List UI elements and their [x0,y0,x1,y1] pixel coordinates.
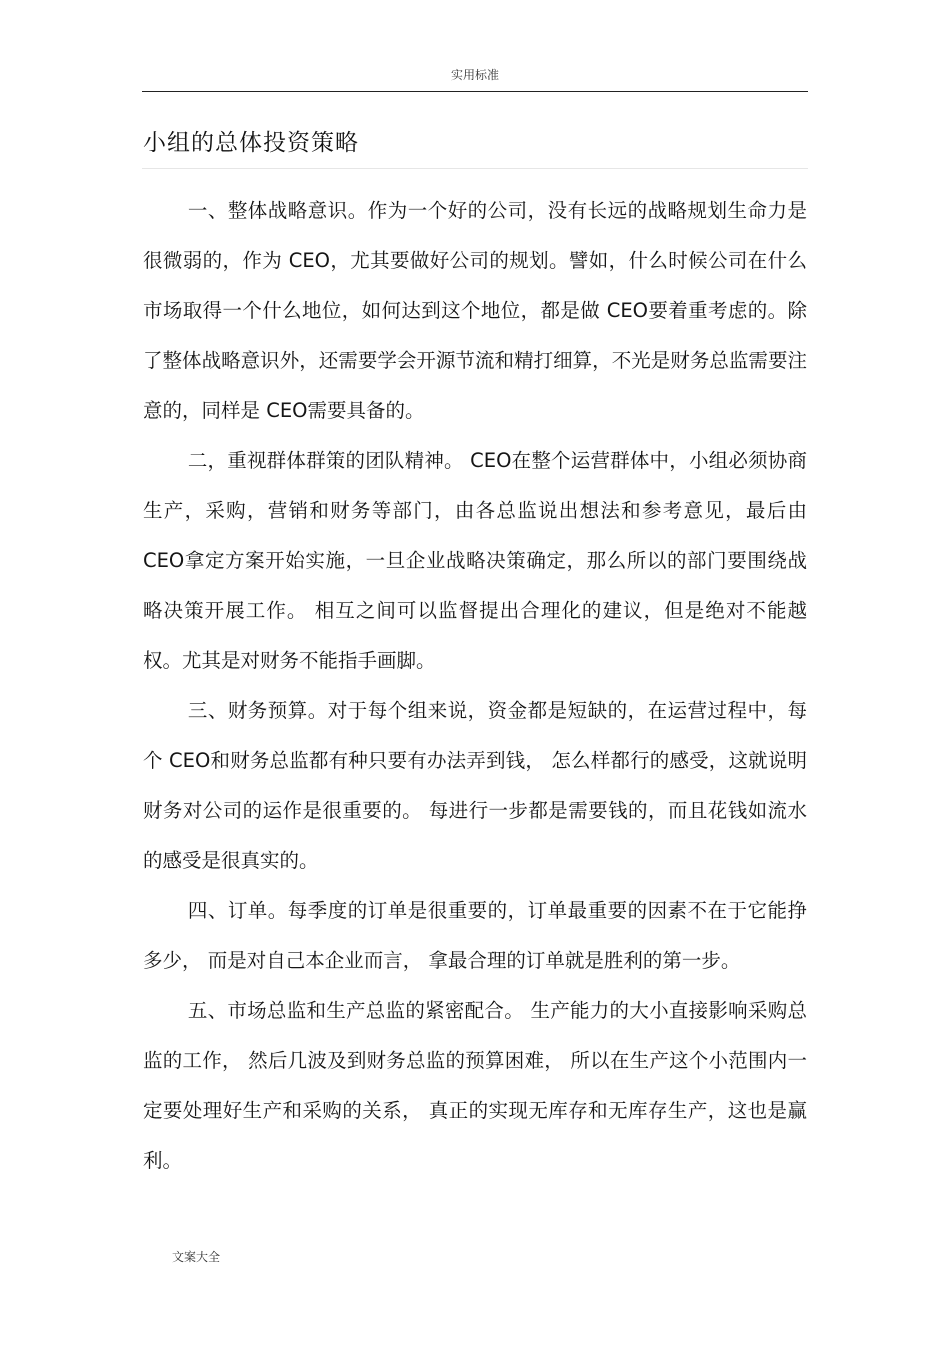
paragraph-teamwork: 二，重视群体群策的团队精神。 CEO在整个运营群体中，小组必须协商生产，采购，营销和财务等部门，由各总监说出想法和参考意见，最后由 CEO拿定方案开始实施，一旦企业战略决策确定，那么所以的部门要围绕战略决策开展工作。 相互之间可以监督提出合理化的建议，但是绝对不能越权。尤其是对财务不能指手画脚。 [143,449,807,672]
page-footer: 文案大全 [172,1250,221,1264]
page-header: 实用标准 [450,68,499,82]
document-title: 小组的总体投资策略 [143,130,359,156]
paragraph-strategy: 一、整体战略意识。作为一个好的公司，没有长远的战略规划生命力是很微弱的，作为 CEO，尤其要做好公司的规划。譬如，什么时候公司在什么市场取得一个什么地位，如何达到这个地位，都是做 CEO要着重考虑的。除了整体战略意识外，还需要学会开源节流和精打细算，不光是财务总监需要注意的，同样是 CEO需要具备的。 [143,199,807,422]
paragraph-budget: 三、财务预算。对于每个组来说，资金都是短缺的，在运营过程中，每个 CEO和财务总监都有种只要有办法弄到钱， 怎么样都行的感受，这就说明财务对公司的运作是很重要的。 每进行一步都是需要钱的，而且花钱如流水的感受是很真实的。 [143,699,807,872]
title-divider [142,168,808,169]
paragraph-orders: 四、订单。每季度的订单是很重要的，订单最重要的因素不在于它能挣多少， 而是对自己本企业而言， 拿最合理的订单就是胜利的第一步。 [143,899,807,972]
paragraph-coordination: 五、市场总监和生产总监的紧密配合。 生产能力的大小直接影响采购总监的工作， 然后几波及到财务总监的预算困难， 所以在生产这个小范围内一定要处理好生产和采购的关系， 真正的实现无库存和无库存生产，这也是赢利。 [143,999,807,1172]
header-divider [142,91,808,92]
document-body [143,186,807,1186]
